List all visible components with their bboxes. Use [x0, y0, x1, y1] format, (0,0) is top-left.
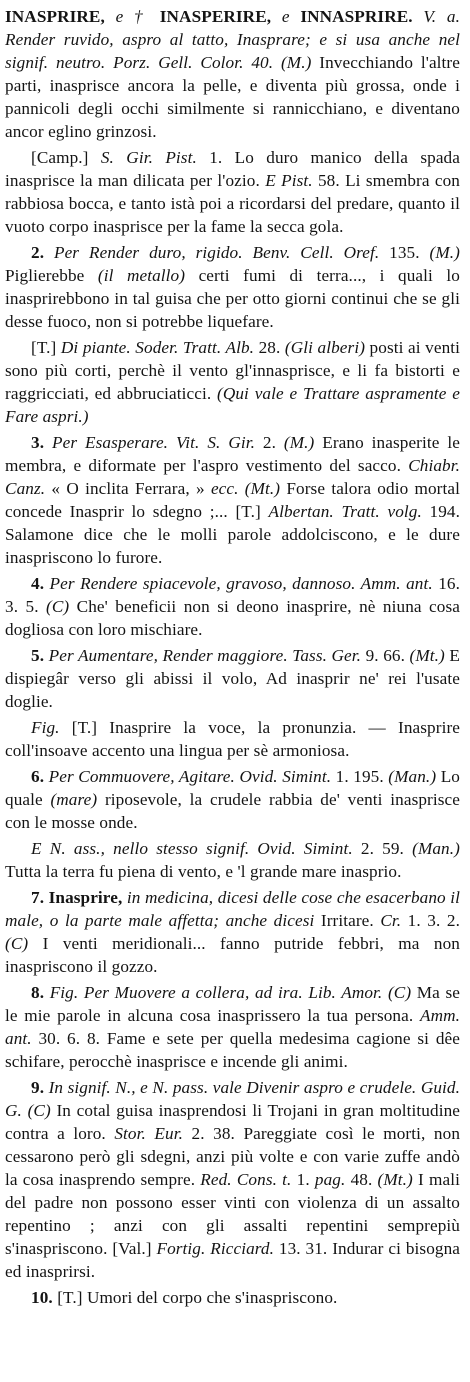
text-run: 9. [31, 1078, 49, 1097]
text-run: (mare) [50, 790, 98, 809]
text-run: Cr. [380, 911, 402, 930]
text-run: 48. [345, 1170, 378, 1189]
entry-sense-2 [5, 241, 460, 333]
text-run: Albertan. Tratt. volg. [268, 502, 422, 521]
text-run: INNASPRIRE. [300, 7, 413, 26]
text-run: 1. [291, 1170, 315, 1189]
text-run: E Pist. [265, 171, 313, 190]
text-run: (C) [46, 597, 70, 616]
text-run: Per Rendere spiacevole, gravoso, dannoso. Amm. ant. [49, 574, 433, 593]
text-run: ecc. (Mt.) [210, 479, 281, 498]
text-run: (M.) [429, 243, 460, 262]
text-run: Red. Cons. t. [200, 1170, 292, 1189]
text-run: e † [104, 7, 160, 26]
text-run: 135. [379, 243, 430, 262]
text-run: 2. [254, 433, 284, 452]
text-run: riposevole, la crudele rabbia de' venti inasprisce con le mosse onde. [5, 790, 460, 832]
text-run: 10. [31, 1288, 58, 1307]
text-run: [T.] Inasprire la voce, la pronunzia. — Inasprire coll'insoave accento una lingua per sè armoniosa. [5, 718, 460, 760]
text-run: (Mt.) [377, 1170, 413, 1189]
text-run: 2. [31, 243, 54, 262]
text-run: (Gli alberi) [284, 338, 366, 357]
entry-sense-3 [5, 431, 460, 569]
text-run: 1. 195. [331, 767, 389, 786]
text-run: (M.) [283, 433, 315, 452]
entry-sense-5 [5, 644, 460, 713]
text-run: In signif. N., e N. pass. vale Divenir aspro e crudele. Guid. G. [5, 1078, 460, 1120]
entry-sense-7 [5, 886, 460, 978]
text-run: E N. ass., nello stesso signif. Ovid. Simint. [31, 839, 353, 858]
text-run: INASPRIRE, [5, 7, 105, 26]
text-run: Tutta la terra fu piena di vento, e 'l grande mare inasprio. [5, 862, 402, 881]
text-run: 58. Li smembra con rabbiosa bocca, e tanto istà poi a ricordarsi del predare, quanto il vuoto corpo inasprisce per la fame la secca gola. [5, 171, 460, 236]
text-run: 30. 6. 8. Fame e sete per quella medesima cagione si dêe schifare, perocchè inasprisce e incende gli animi. [5, 1029, 460, 1071]
text-run: Ma se le mie parole in alcuna cosa inasprissero la tua persona. [5, 983, 460, 1025]
text-run: S. Gir. Pist. [100, 148, 197, 167]
text-run: Fig. [31, 718, 60, 737]
text-run: 3. [31, 433, 52, 452]
text-run: 5. [31, 646, 49, 665]
text-run: [T.] [31, 338, 61, 357]
entry-sense-6 [5, 765, 460, 834]
entry-sense-5-figurative [5, 716, 460, 762]
text-run: (Man.) [388, 767, 437, 786]
text-run: 6. [31, 767, 49, 786]
entry-sense-2-plants [5, 336, 460, 428]
text-run: 16. 3. 5. [5, 574, 460, 616]
text-run: Di piante. Soder. Tratt. Alb. [60, 338, 255, 357]
entry-sense-10 [5, 1286, 460, 1309]
text-run: 13. 31. Indurar ci bisogna ed inasprirsi. [5, 1239, 461, 1281]
text-run: V. a. Render ruvido, aspro al tatto, Inasprare; e si usa anche nel signif. neutro. Porz. Gell. Color. 40. (M.) [5, 7, 460, 72]
text-run: Invecchiando l'altre parti, inasprisce ancora la pelle, e diventa più grossa, onde i pannicoli degli occhi similmente si rannicchiano, e diventano ancor eglino grinzosi. [5, 53, 460, 141]
text-run: Che' beneficii non si deono inasprire, nè niuna cosa dogliosa con loro mischiare. [5, 597, 460, 639]
entry-citation-campi [5, 146, 460, 238]
text-run: Per Aumentare, Render maggiore. Tass. Ger. [48, 646, 362, 665]
text-run: Per Render duro, rigido. Benv. Cell. Oref. [53, 243, 380, 262]
entry-sense-8 [5, 981, 460, 1073]
text-run: Chiabr. Canz. [5, 456, 460, 498]
entry-sense-4 [5, 572, 460, 641]
entry-headword-paragraph [5, 5, 460, 143]
text-run: E dispiegâr verso gli abissi il volo, Ad inasprir ne' rei l'usate doglie. [5, 646, 460, 711]
text-run: (Qui vale e Trattare aspramente e Fare aspri.) [5, 384, 460, 426]
text-run: e [271, 7, 301, 26]
text-run: posti ai venti sono più corti, perchè il vento gl'innasprisce, e li fa bistorti e raggricciati, ed abbruciaticci. [5, 338, 461, 403]
text-run: 194. Salamone dice che le molli parole addolciscono, e le dure inaspriscono lo furore. [5, 502, 461, 567]
text-run: INASPERIRE, [159, 7, 272, 26]
text-run: Irritare. [314, 911, 381, 930]
text-run: Per Esasperare. Vit. S. Gir. [52, 433, 255, 452]
text-run: Per Commuovere, Agitare. Ovid. Simint. [48, 767, 332, 786]
text-run: in medicina, dicesi delle cose che esacerbano il male, o la parte male affetta; anche dicesi [5, 888, 460, 930]
text-run: [Camp.] [31, 148, 101, 167]
text-run: 8. [31, 983, 50, 1002]
text-run: [T.] Umori del corpo che s'inaspriscono. [57, 1288, 338, 1307]
text-run: Forse talora odio mortal concede Inasprir lo sdegno ;... [T.] [5, 479, 460, 521]
text-run: 7. Inasprire, [31, 888, 127, 907]
entry-sense-6-neutral [5, 837, 460, 883]
text-run: Erano inasperite le membra, e diformate per l'aspro vestimento del sacco. [5, 433, 460, 475]
text-run: 1. Lo duro manico della spada inasprisce la man dilicata per l'ozio. [5, 148, 460, 190]
text-run: 28. [254, 338, 285, 357]
text-run: certi fumi di terra..., i quali lo inasprirebbono in tal guisa che per otto giorni continui che se gli desse fuoco, non si potrebbe liquefare. [5, 266, 460, 331]
text-run: (C) [387, 983, 412, 1002]
text-run: (C) [27, 1101, 51, 1120]
text-run: (il metallo) [97, 266, 186, 285]
text-run: pag. [314, 1170, 346, 1189]
entry-sense-9 [5, 1076, 460, 1283]
text-run: (Man.) [412, 839, 460, 858]
text-run: Fortig. Ricciard. [156, 1239, 275, 1258]
text-run: In cotal guisa inasprendosi li Trojani in gran moltitudine contra a loro. [5, 1101, 460, 1143]
text-run: (Mt.) [409, 646, 445, 665]
text-run: Stor. Eur. [114, 1124, 183, 1143]
text-run: « O inclita Ferrara, » [45, 479, 211, 498]
text-run: I venti meridionali... fanno putride febbri, ma non inaspriscono il gozzo. [5, 934, 460, 976]
text-run: Piglierebbe [5, 266, 98, 285]
text-run: 2. 59. [352, 839, 413, 858]
text-run: (C) [5, 934, 29, 953]
text-run: Lo quale [5, 767, 460, 809]
text-run: 2. 38. Pareggiate così le morti, non cessarono però gli sdegni, anzi più volte e con varie zuffe andò la cosa inasprendo sempre. [5, 1124, 461, 1189]
text-run: I mali del padre non possono esser vinti con violenza di un assalto repentino ; anzi con gli assalti repentini semprepiù s'inaspriscono. [Val.] [5, 1170, 460, 1258]
text-run: 1. 3. 2. [401, 911, 460, 930]
text-run: 4. [31, 574, 50, 593]
text-run: Amm. ant. [5, 1006, 460, 1048]
text-run: Fig. Per Muovere a collera, ad ira. Lib. Amor. [49, 983, 383, 1002]
text-run: 9. 66. [361, 646, 410, 665]
